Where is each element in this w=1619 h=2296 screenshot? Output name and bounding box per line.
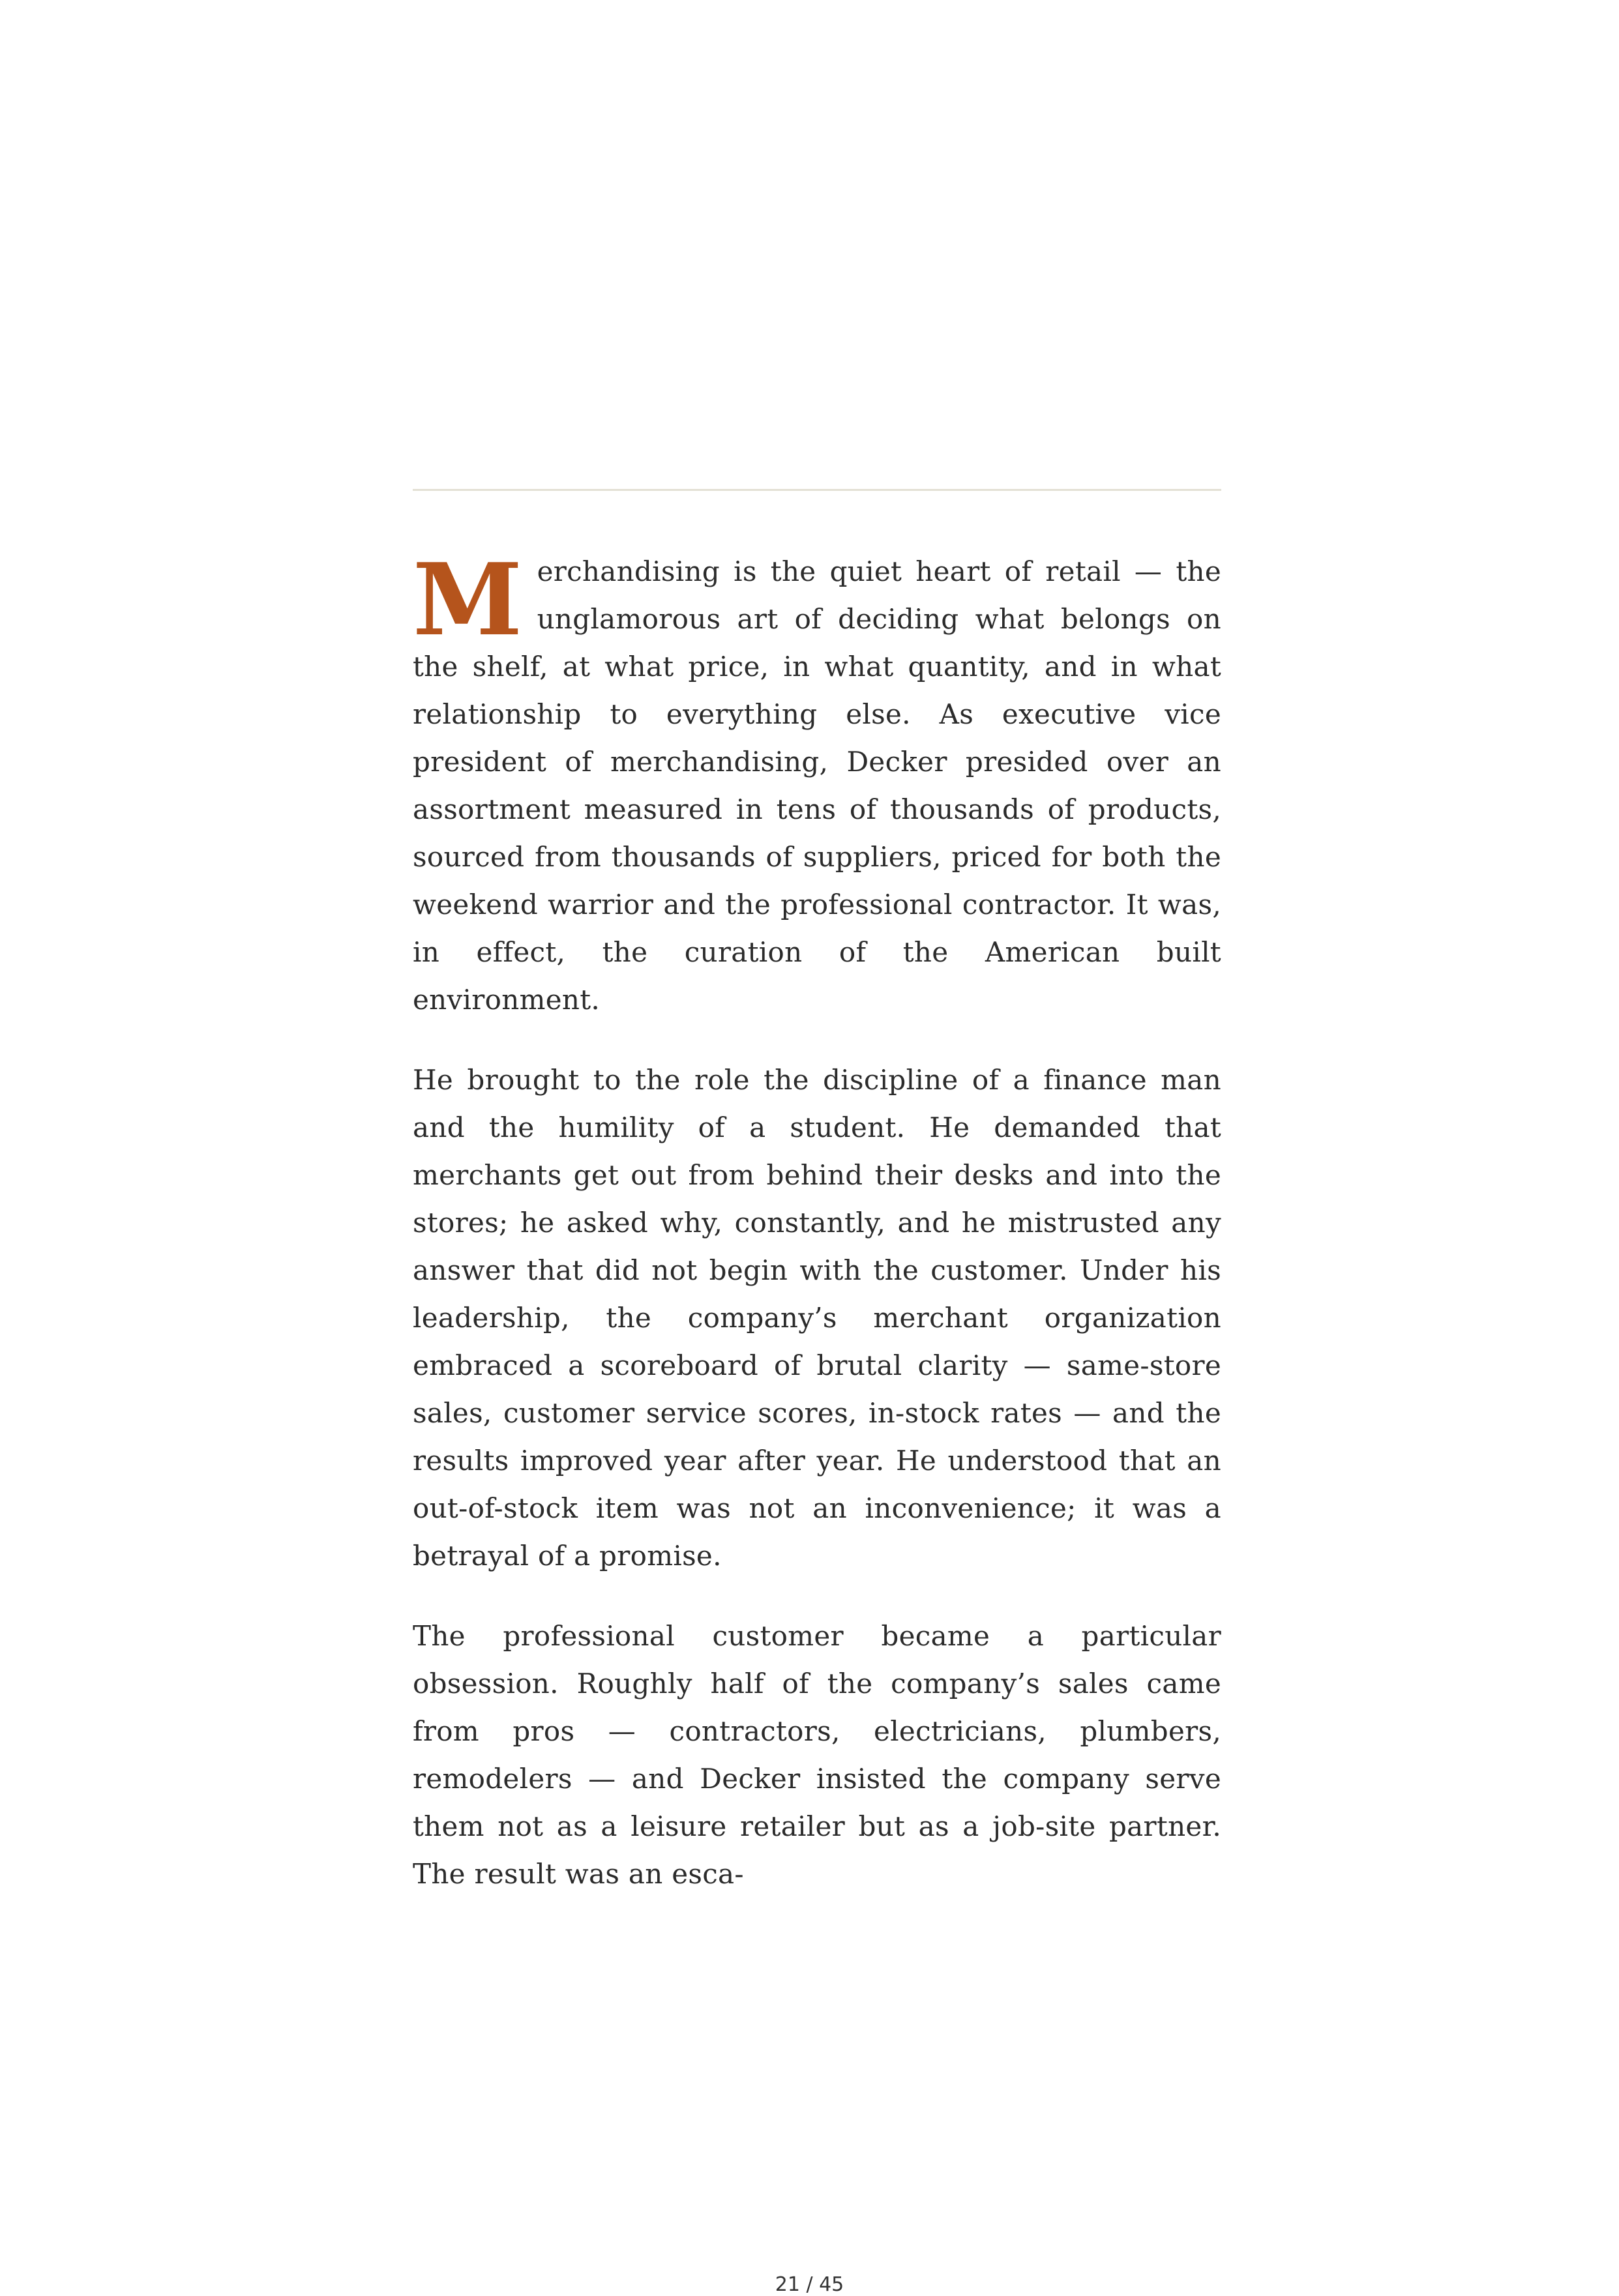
top-divider xyxy=(413,489,1221,491)
paragraph-2: He brought to the role the discipline of a finance man and the humility of a student. He demanded that merchants get out from behind their desks and into the stores; he asked why, constantly, and he mistrusted any answer that did not begin with the customer. Under his leadership, the company’s merchant organization embraced a scoreboard of brutal clarity — same-store sales, customer service scores, in-stock rates — and the results improved year after year. He understood that an out-of-stock item was not an inconvenience; it was a betrayal of a promise. xyxy=(413,1064,1221,1572)
drop-cap: M xyxy=(413,541,523,658)
page-number: 21 / 45 xyxy=(775,2273,844,2296)
paragraph-1 xyxy=(413,541,1221,1023)
paragraph-1-text: erchandising is the quiet heart of retail — the unglamorous art of deciding what belongs on the shelf, at what price, in what quantity, and in what relationship to everything else. As executive vice president of merchandising, Decker presided over an assortment measured in tens of thousands of products, sourced from thousands of suppliers, priced for both the weekend warrior and the professional contractor. It was, in effect, the curation of the American built environment. xyxy=(413,555,1221,1016)
body-text xyxy=(413,541,1221,1930)
paragraph-3: The professional customer became a particular obsession. Roughly half of the company’s sales came from pros — contractors, electricians, plumbers, remodelers — and Decker insisted the company serve them not as a leisure retailer but as a job-site partner. The result was an esca- xyxy=(413,1620,1221,1890)
